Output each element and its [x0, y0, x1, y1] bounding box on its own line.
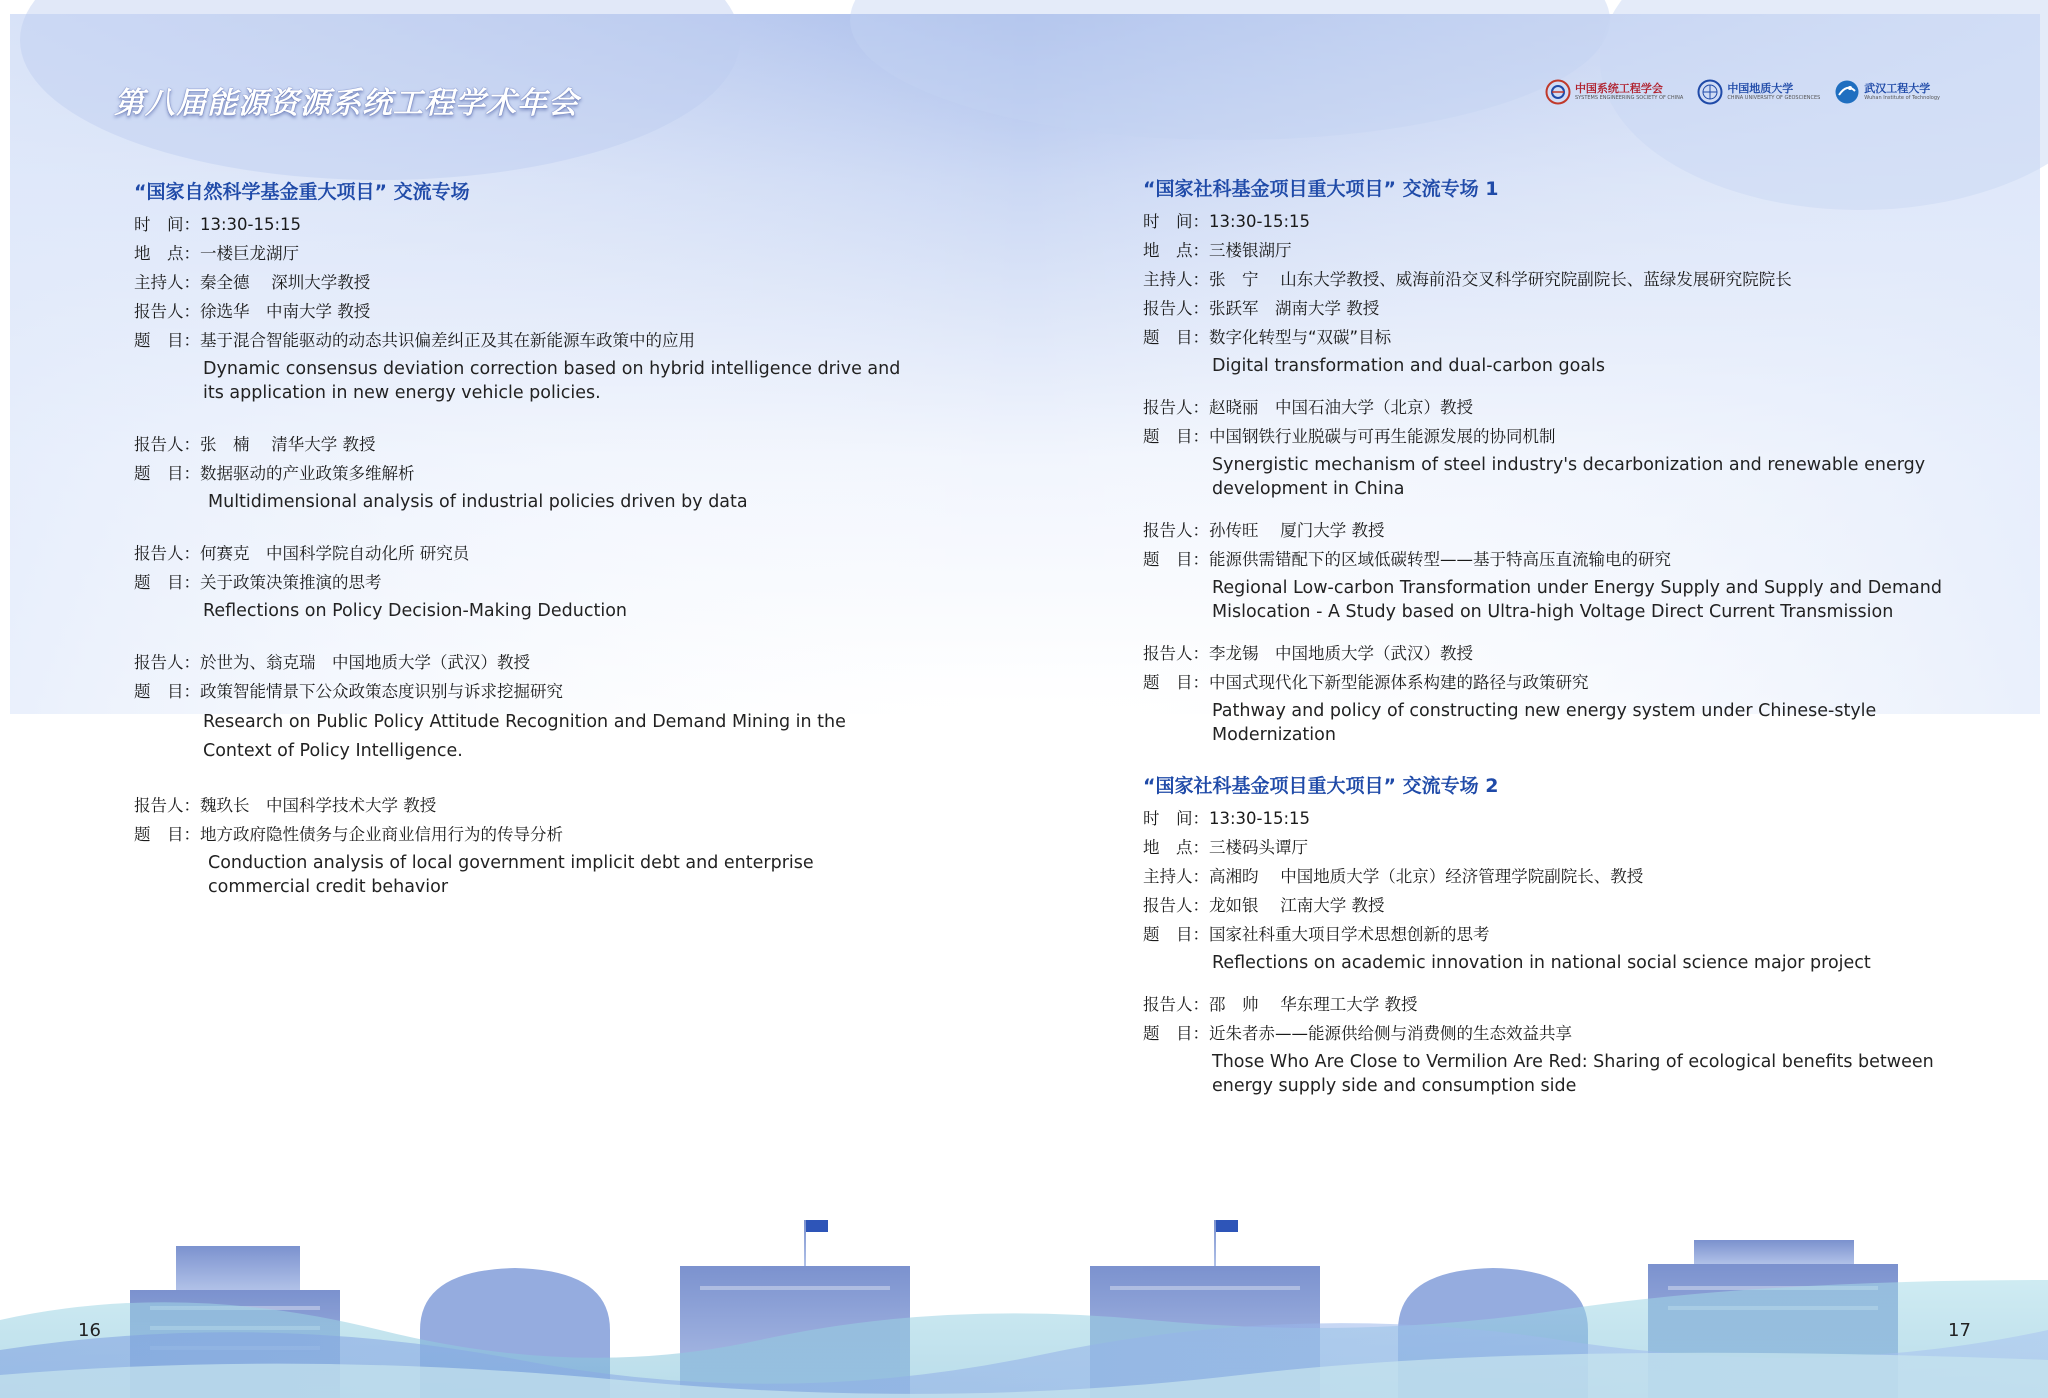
- logo-cug-name: 中国地质大学: [1727, 82, 1794, 95]
- topic-value: 关于政策决策推演的思考: [200, 573, 382, 592]
- time-value: 13:30-15:15: [200, 215, 302, 234]
- place-row: [1143, 833, 1943, 862]
- topic-row: [1143, 323, 1943, 352]
- host-row: [134, 268, 914, 297]
- logo-wit: [1834, 79, 1940, 105]
- place-value: 三楼银湖厅: [1209, 241, 1292, 260]
- host-value: 高湘昀 中国地质大学（北京）经济管理学院副院长、教授: [1209, 867, 1644, 886]
- topic-value: 数据驱动的产业政策多维解析: [200, 464, 415, 483]
- topic-row: [134, 820, 914, 849]
- topic-label: 题 目：: [134, 331, 200, 350]
- reporter-label: 报告人：: [1143, 644, 1209, 663]
- topic-english: Multidimensional analysis of industrial policies driven by data: [208, 492, 748, 512]
- reporter-value: 赵晓丽 中国石油大学（北京）教授: [1209, 398, 1473, 417]
- reporter-row: [134, 539, 914, 568]
- host-row: [1143, 265, 1943, 294]
- logo-sesc-name: 中国系统工程学会: [1574, 82, 1663, 95]
- topic-row: [134, 677, 914, 706]
- reporter-row: [134, 791, 914, 820]
- topic-value: 基于混合智能驱动的动态共识偏差纠正及其在新能源车政策中的应用: [200, 331, 695, 350]
- topic-english: Dynamic consensus deviation correction based on hybrid intelligence drive and its application in new energy vehicle policies.: [203, 359, 901, 403]
- time-label: 时 间：: [1143, 212, 1209, 231]
- topic-row: [1143, 668, 1943, 697]
- reporter-value: 孙传旺 厦门大学 教授: [1209, 521, 1385, 540]
- reporter-row: [1143, 516, 1943, 545]
- place-value: 一楼巨龙湖厅: [200, 244, 299, 263]
- topic-value: 能源供需错配下的区域低碳转型——基于特高压直流输电的研究: [1209, 550, 1671, 569]
- topic-label: 题 目：: [1143, 925, 1209, 944]
- cug-logo-icon: [1697, 79, 1723, 105]
- right-column: [1143, 175, 1943, 1098]
- time-value: 13:30-15:15: [1209, 809, 1311, 828]
- host-label: 主持人：: [1143, 270, 1209, 289]
- place-label: 地 点：: [1143, 241, 1209, 260]
- reporter-row: [134, 297, 914, 326]
- time-value: 13:30-15:15: [1209, 212, 1311, 231]
- topic-label: 题 目：: [1143, 427, 1209, 446]
- reporter-label: 报告人：: [134, 302, 200, 321]
- logo-wit-sub: Wuhan Institute of Technology: [1864, 95, 1940, 101]
- reporter-row: [1143, 294, 1943, 323]
- reporter-value: 张跃军 湖南大学 教授: [1209, 299, 1380, 318]
- topic-english: Those Who Are Close to Vermilion Are Red: Sharing of ecological benefits between energy supply side and consumption side: [1212, 1052, 1934, 1096]
- page-number-right: 17: [1948, 1320, 1971, 1341]
- reporter-label: 报告人：: [134, 796, 200, 815]
- place-label: 地 点：: [1143, 838, 1209, 857]
- reporter-row: [134, 648, 914, 677]
- reporter-value: 何赛克 中国科学院自动化所 研究员: [200, 544, 470, 563]
- time-row: [1143, 804, 1943, 833]
- topic-value: 地方政府隐性债务与企业商业信用行为的传导分析: [200, 825, 563, 844]
- topic-label: 题 目：: [134, 825, 200, 844]
- topic-value: 数字化转型与“双碳”目标: [1209, 328, 1392, 347]
- topic-english: Regional Low-carbon Transformation under Energy Supply and Supply and Demand Mislocation - A Study based on Ultra-high Voltage Direct Current Transmission: [1212, 578, 1942, 622]
- topic-label: 题 目：: [1143, 550, 1209, 569]
- host-value: 张 宁 山东大学教授、威海前沿交叉科学研究院副院长、蓝绿发展研究院院长: [1209, 270, 1792, 289]
- time-row: [1143, 207, 1943, 236]
- topic-row: [1143, 920, 1943, 949]
- topic-value: 中国式现代化下新型能源体系构建的路径与政策研究: [1209, 673, 1589, 692]
- topic-value: 政策智能情景下公众政策态度识别与诉求挖掘研究: [200, 682, 563, 701]
- host-label: 主持人：: [134, 273, 200, 292]
- topic-label: 题 目：: [134, 573, 200, 592]
- reporter-row: [1143, 393, 1943, 422]
- topic-value: 国家社科重大项目学术思想创新的思考: [1209, 925, 1490, 944]
- sesc-logo-icon: [1545, 79, 1571, 105]
- section-title: “国家社科基金项目重大项目” 交流专场 1: [1143, 178, 1499, 200]
- time-row: [134, 210, 914, 239]
- section-title: “国家自然科学基金重大项目” 交流专场: [134, 181, 470, 203]
- reporter-label: 报告人：: [134, 435, 200, 454]
- topic-english: Synergistic mechanism of steel industry's decarbonization and renewable energy development in China: [1212, 455, 1926, 499]
- topic-english: Conduction analysis of local government implicit debt and enterprise commercial credit behavior: [208, 853, 814, 897]
- time-label: 时 间：: [134, 215, 200, 234]
- conference-title: 第八届能源资源系统工程学术年会: [114, 86, 579, 121]
- topic-label: 题 目：: [1143, 328, 1209, 347]
- logo-cug: [1697, 79, 1820, 105]
- topic-row: [134, 326, 914, 355]
- topic-english: Research on Public Policy Attitude Recognition and Demand Mining in the Context of Policy Intelligence.: [203, 712, 846, 761]
- topic-value: 中国钢铁行业脱碳与可再生能源发展的协同机制: [1209, 427, 1556, 446]
- topic-english: Reflections on academic innovation in national social science major project: [1212, 953, 1871, 973]
- logo-bar: [1545, 76, 1940, 108]
- left-column: [134, 178, 914, 899]
- topic-row: [1143, 545, 1943, 574]
- reporter-row: [134, 430, 914, 459]
- topic-row: [1143, 1019, 1943, 1048]
- reporter-row: [1143, 990, 1943, 1019]
- reporter-value: 李龙锡 中国地质大学（武汉）教授: [1209, 644, 1473, 663]
- reporter-label: 报告人：: [1143, 521, 1209, 540]
- topic-label: 题 目：: [1143, 673, 1209, 692]
- reporter-label: 报告人：: [1143, 995, 1209, 1014]
- reporter-row: [1143, 891, 1943, 920]
- reporter-label: 报告人：: [134, 544, 200, 563]
- topic-english: Digital transformation and dual-carbon goals: [1212, 356, 1606, 376]
- place-value: 三楼码头谭厅: [1209, 838, 1308, 857]
- section-title: “国家社科基金项目重大项目” 交流专场 2: [1143, 775, 1499, 797]
- campus-skyline-illustration: [0, 1190, 2048, 1398]
- host-row: [1143, 862, 1943, 891]
- logo-sesc-sub: SYSTEMS ENGINEERING SOCIETY OF CHINA: [1574, 95, 1684, 101]
- topic-row: [134, 459, 914, 488]
- wit-logo-icon: [1834, 79, 1860, 105]
- reporter-value: 龙如银 江南大学 教授: [1209, 896, 1385, 915]
- reporter-value: 张 楠 清华大学 教授: [200, 435, 376, 454]
- topic-row: [1143, 422, 1943, 451]
- place-label: 地 点：: [134, 244, 200, 263]
- reporter-value: 徐选华 中南大学 教授: [200, 302, 371, 321]
- place-row: [1143, 236, 1943, 265]
- topic-label: 题 目：: [1143, 1024, 1209, 1043]
- reporter-label: 报告人：: [1143, 896, 1209, 915]
- topic-label: 题 目：: [134, 682, 200, 701]
- topic-label: 题 目：: [134, 464, 200, 483]
- reporter-row: [1143, 639, 1943, 668]
- host-label: 主持人：: [1143, 867, 1209, 886]
- host-value: 秦全德 深圳大学教授: [200, 273, 371, 292]
- time-label: 时 间：: [1143, 809, 1209, 828]
- logo-cug-sub: CHINA UNIVERSITY OF GEOSCIENCES: [1727, 95, 1821, 101]
- page-number-left: 16: [78, 1320, 101, 1341]
- reporter-value: 魏玖长 中国科学技术大学 教授: [200, 796, 437, 815]
- reporter-label: 报告人：: [1143, 398, 1209, 417]
- reporter-value: 邵 帅 华东理工大学 教授: [1209, 995, 1418, 1014]
- logo-sesc: [1545, 79, 1683, 105]
- place-row: [134, 239, 914, 268]
- reporter-label: 报告人：: [134, 653, 200, 672]
- reporter-label: 报告人：: [1143, 299, 1209, 318]
- topic-english: Pathway and policy of constructing new energy system under Chinese-style Modernization: [1212, 701, 1877, 745]
- topic-row: [134, 568, 914, 597]
- logo-wit-name: 武汉工程大学: [1864, 82, 1931, 95]
- reporter-value: 於世为、翁克瑞 中国地质大学（武汉）教授: [200, 653, 530, 672]
- topic-value: 近朱者赤——能源供给侧与消费侧的生态效益共享: [1209, 1024, 1572, 1043]
- topic-english: Reflections on Policy Decision-Making Deduction: [203, 601, 627, 621]
